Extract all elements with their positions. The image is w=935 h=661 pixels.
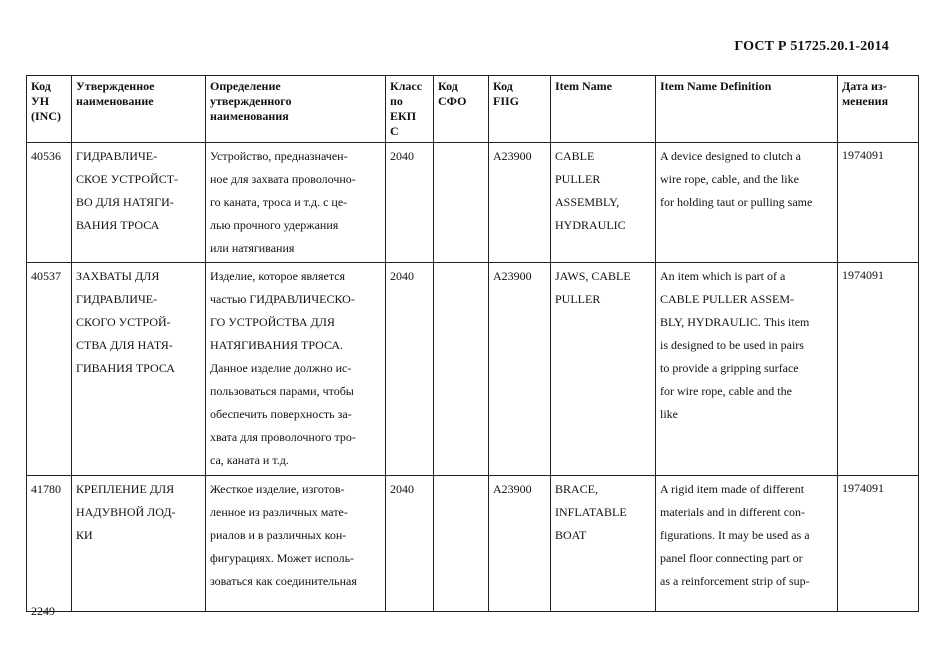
cell-item-definition: [656, 476, 838, 612]
cell-line: риалов и в различных кон-: [210, 528, 347, 542]
cell-line: СТВА ДЛЯ НАТЯ-: [76, 338, 173, 352]
cell-sfo: [434, 476, 489, 612]
cell-line: for holding taut or pulling same: [660, 195, 813, 209]
cell-line: materials and in different con-: [660, 505, 806, 519]
cell-line: for wire rope, cable and the: [660, 384, 792, 398]
cell-line: или натягивания: [210, 241, 295, 255]
cell-approved-name: [72, 143, 206, 263]
cell-line: СКОЕ УСТРОЙСТ-: [76, 172, 179, 186]
cell-line: лью прочного удержания: [210, 218, 339, 232]
header-fiig: [489, 76, 551, 143]
header-line: Item Name Definition: [660, 79, 772, 93]
cell-sfo: [434, 143, 489, 263]
cell-line: ленное из различных мате-: [210, 505, 348, 519]
cell-line: ГИДРАВЛИЧЕ-: [76, 292, 158, 306]
header-line: Item Name: [555, 79, 612, 93]
header-approved-name: [72, 76, 206, 143]
cell-line: КИ: [76, 528, 93, 542]
header-line: ЕКП: [390, 109, 417, 123]
cell-line: обеспечить поверхность за-: [210, 407, 352, 421]
cell-line: ГО УСТРОЙСТВА ДЛЯ: [210, 315, 335, 329]
cell-line: пользоваться парами, чтобы: [210, 384, 354, 398]
cell-line: ГИВАНИЯ ТРОСА: [76, 361, 175, 375]
cell-inc: 41780: [27, 476, 72, 612]
header-line: Утвержденное: [76, 79, 155, 93]
header-line: FIIG: [493, 94, 520, 108]
cell-line: Данное изделие должно ис-: [210, 361, 352, 375]
cell-item-name: [551, 476, 656, 612]
header-inc: [27, 76, 72, 143]
cell-change-date: 1974091: [838, 263, 919, 476]
header-item-definition: [656, 76, 838, 143]
cell-approved-name: [72, 476, 206, 612]
cell-definition: [206, 263, 386, 476]
cell-line: BRACE,: [555, 482, 599, 496]
cell-line: ЗАХВАТЫ ДЛЯ: [76, 269, 160, 283]
cell-line: wire rope, cable, and the like: [660, 172, 799, 186]
cell-definition: [206, 476, 386, 612]
header-sfo: [434, 76, 489, 143]
header-item-name: [551, 76, 656, 143]
cell-fiig: A23900: [489, 143, 551, 263]
cell-line: фигурациях. Может исполь-: [210, 551, 355, 565]
cell-line: ГИДРАВЛИЧЕ-: [76, 149, 158, 163]
cell-line: зоваться как соединительная: [210, 574, 357, 588]
header-definition: [206, 76, 386, 143]
header-line: Код: [31, 79, 51, 93]
cell-item-name: [551, 143, 656, 263]
header-line: Код: [493, 79, 513, 93]
cell-approved-name: [72, 263, 206, 476]
cell-line: BOAT: [555, 528, 587, 542]
cell-line: ASSEMBLY,: [555, 195, 620, 209]
cell-line: ВО ДЛЯ НАТЯГИ-: [76, 195, 174, 209]
cell-line: CABLE PULLER ASSEM-: [660, 292, 795, 306]
cell-line: is designed to be used in pairs: [660, 338, 804, 352]
table-row: [27, 143, 919, 263]
header-line: Класс: [390, 79, 423, 93]
cell-inc: 40536: [27, 143, 72, 263]
cell-line: НАТЯГИВАНИЯ ТРОСА.: [210, 338, 344, 352]
header-line: С: [390, 124, 399, 138]
cell-definition: [206, 143, 386, 263]
cell-line: са, каната и т.д.: [210, 453, 289, 467]
cell-line: A device designed to clutch a: [660, 149, 801, 163]
header-line: наименования: [210, 109, 289, 123]
cell-class: 2040: [386, 143, 434, 263]
header-line: Дата из-: [842, 79, 887, 93]
header-line: по: [390, 94, 403, 108]
cell-line: panel floor connecting part or: [660, 551, 803, 565]
cell-line: хвата для проволочного тро-: [210, 430, 356, 444]
cell-line: СКОГО УСТРОЙ-: [76, 315, 171, 329]
header-line: СФО: [438, 94, 467, 108]
cell-change-date: 1974091: [838, 143, 919, 263]
cell-line: PULLER: [555, 172, 601, 186]
cell-line: CABLE: [555, 149, 595, 163]
header-change-date: [838, 76, 919, 143]
cell-line: НАДУВНОЙ ЛОД-: [76, 505, 176, 519]
cell-line: PULLER: [555, 292, 601, 306]
cell-line: частью ГИДРАВЛИЧЕСКО-: [210, 292, 355, 306]
cell-line: HYDRAULIC: [555, 218, 626, 232]
cell-fiig: A23900: [489, 476, 551, 612]
table-row: [27, 263, 919, 476]
cell-line: as a reinforcement strip of sup-: [660, 574, 810, 588]
cell-change-date: 1974091: [838, 476, 919, 612]
catalog-table: [26, 75, 919, 612]
cell-sfo: [434, 263, 489, 476]
cell-item-definition: [656, 143, 838, 263]
header-line: утвержденного: [210, 94, 292, 108]
table-row: [27, 476, 919, 612]
header-line: Определение: [210, 79, 281, 93]
cell-item-definition: [656, 263, 838, 476]
header-line: наименование: [76, 94, 154, 108]
cell-line: ное для захвата проволочно-: [210, 172, 356, 186]
cell-class: 2040: [386, 263, 434, 476]
page-number: 2249: [31, 604, 55, 618]
document-code: ГОСТ Р 51725.20.1-2014: [734, 39, 889, 54]
header-line: Код: [438, 79, 458, 93]
cell-class: 2040: [386, 476, 434, 612]
cell-line: A rigid item made of different: [660, 482, 805, 496]
cell-line: to provide a gripping surface: [660, 361, 799, 375]
table-header-row: [27, 76, 919, 143]
cell-inc: 40537: [27, 263, 72, 476]
cell-line: BLY, HYDRAULIC. This item: [660, 315, 810, 329]
cell-line: An item which is part of a: [660, 269, 786, 283]
cell-line: го каната, троса и т.д. с це-: [210, 195, 348, 209]
header-line: УН: [31, 94, 50, 108]
cell-line: Устройство, предназначен-: [210, 149, 348, 163]
cell-line: Жесткое изделие, изготов-: [210, 482, 345, 496]
header-line: менения: [842, 94, 889, 108]
cell-line: ВАНИЯ ТРОСА: [76, 218, 160, 232]
cell-line: INFLATABLE: [555, 505, 627, 519]
cell-item-name: [551, 263, 656, 476]
header-class: [386, 76, 434, 143]
cell-line: figurations. It may be used as a: [660, 528, 810, 542]
cell-line: Изделие, которое является: [210, 269, 346, 283]
cell-line: like: [660, 407, 678, 421]
cell-fiig: A23900: [489, 263, 551, 476]
header-line: (INC): [31, 109, 61, 123]
cell-line: JAWS, CABLE: [555, 269, 631, 283]
cell-line: КРЕПЛЕНИЕ ДЛЯ: [76, 482, 175, 496]
